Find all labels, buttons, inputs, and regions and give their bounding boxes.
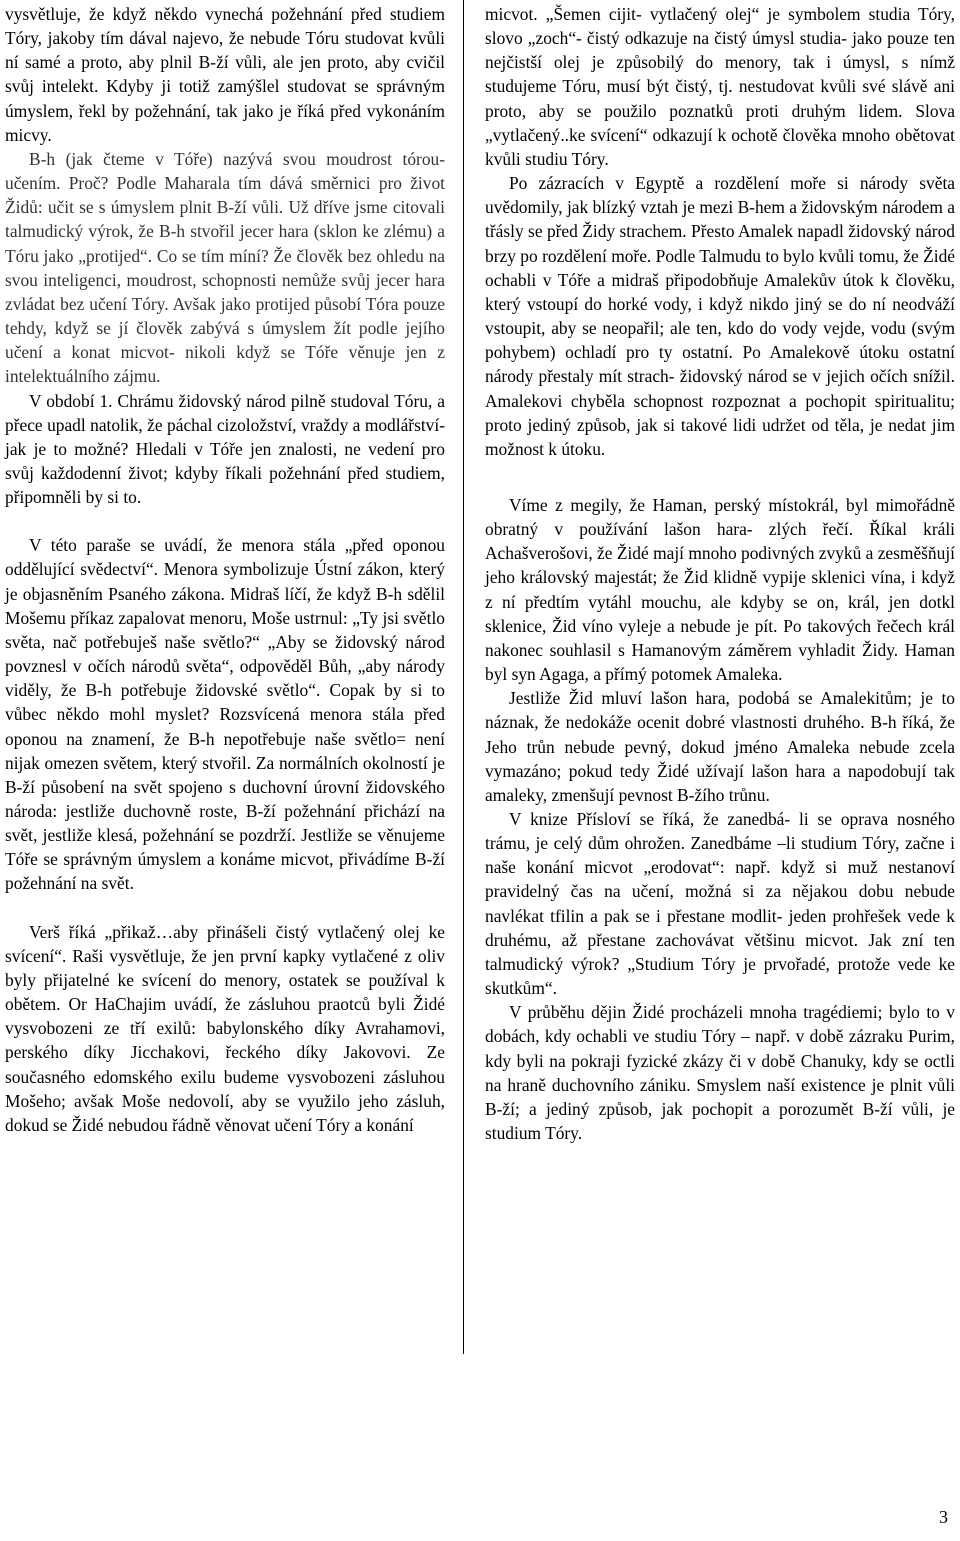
paragraph-gap [485, 461, 955, 493]
right-paragraph-5: V knize Přísloví se říká, že zanedbá- li se oprava nosného trámu, je celý dům ohrožen. Zanedbáme –li studium Tóry, začne i naše konání micvot „erodovat“: např. když si muž nestanoví pravidelný čas na učení, možná si za nějakou dobu nebude navlékat tfilin a pak se i přestane modlit- jeden prohřešek vede k druhému, až přestane zachovávat většinu micvot. Jak zní ten talmudický výrok? „Studium Tóry je prvořadé, protože vede ke skutkům“. [485, 809, 955, 999]
column-divider [463, 0, 464, 1354]
left-paragraph-3: V období 1. Chrámu židovský národ pilně studoval Tóru, a přece upadl natolik, že páchal cizoložství, vraždy a modlářství- jak je to možné? Hledali v Tóře jen znalosti, ne vedení pro svůj každodenní život; kdyby říkali požehnání před studiem, připomněli by si to. [5, 390, 445, 508]
left-paragraph-4: V této paraše se uvádí, že menora stála „před oponou oddělující svědectví“. Menora symbolizuje Ústní zákon, který je objasněním Psaného zákona. Midraš líčí, že když B-h sdělil Mošemu příkaz zapalovat menoru, Moše ustrnul: „Ty jsi světlo světa, nač potřebuješ naše světlo?“ „Aby se židovský národ povznesl v očích národů světa“, odpověděl Bůh, „aby národy viděly, že B-h potřebuje židovské světlo“. Copak by si to vůbec někdo mohl myslet? Rozsvícená menora stála před oponou na znamení, že B-h nepotřebuje naše světlo= není nijak omezen světem, který stvořil. Za normálních okolností je B-ží působení na svět spojeno s duchovní úrovní židovského národa: jestliže duchovně roste, B-ží požehnání přichází na svět, jestliže klesá, požehnání se pozdrží. Jestliže se věnujeme Tóře se správným úmyslem a konáme micvot, přivádíme B-ží požehnání na svět. [5, 535, 445, 894]
paragraph-gap [5, 509, 445, 533]
left-paragraph-5: Verš říká „přikaž…aby přinášeli čistý vytlačený olej ke svícení“. Raši vysvětluje, že jen první kapky vytlačené z oliv byly přijatelné ke svícení do menory, ostatek se používal k obětem. Or HaChajim uvádí, že zásluhou praotců byli Židé vysvobozeni ze tří exilů: babylonského díky Avrahamovi, perského díky Jicchakovi, řeckého díky Jakovovi. Ze současného edomského exilu budeme vysvobozeni zásluhou Mošeho; avšak Moše nedovolí, aby se využilo jeho zásluh, dokud se Židé nebudou řádně věnovat učení Tóry a konání [5, 921, 445, 1135]
right-column [485, 2, 955, 1145]
right-paragraph-1: micvot. „Šemen cijit- vytlačený olej“ je symbolem studia Tóry, slovo „zoch“- čistý odkazuje na čistý úmysl studia- jako pouze ten nejčistší olej je způsobilý do menory, tak i úmysl, s nímž studujeme Tóru, musí být čistý, tj. nestudovat kvůli své slávě ani proto, aby se použilo poznatků proti druhým lidem. Slova „vytlačený..ke svícení“ odkazují k ochotě člověka mnoho obětovat kvůli studiu Tóry. [485, 4, 955, 169]
right-paragraph-4: Jestliže Žid mluví lašon hara, podobá se Amalekitům; je to náznak, že nedokáže ocenit dobré vlastnosti druhého. B-h říká, že Jeho trůn nebude pevný, dokud jméno Amaleka nebude zcela vymazáno; pokud tedy Židé užívají lašon hara a napodobují tak amaleky, zmenšují pevnost B-žího trůnu. [485, 688, 955, 805]
paragraph-gap [5, 896, 445, 920]
right-paragraph-3: Víme z megily, že Haman, perský místokrál, byl mimořádně obratný v používání lašon hara- zlých řečí. Říkal králi Achašverošovi, že Židé mají mnoho podivných zvyků a zesměšňují jeho královský majestát; že Žid klidně vypije sklenici vína, i když z ní předtím vytáhl mouchu, ale kdyby se on, král, jen dotkl sklenice, Žid víno vyleje a nebude je pít. Po takových řečech král nakonec souhlasil s Hamanovým záměrem vyhladit Židy. Haman byl syn Agaga, a přímý potomek Amaleka. [485, 494, 955, 685]
page-number: 3 [939, 1507, 948, 1527]
left-paragraph-2: B-h (jak čteme v Tóře) nazývá svou moudrost tórou- učením. Proč? Podle Maharala tím dává směrnici pro život Židů: učit se s úmyslem plnit B-ží vůli. Už dříve jsme citovali talmudický výrok, že B-h stvořil jecer hara (sklon ke zlému) a Tóru jako „protijed“. Co se tím míní? Že člověk bez ohledu na svou inteligenci, moudrost, schopnosti nemůže svůj jecer hara zvládat bez učení Tóry. Avšak jako protijed působí Tóra pouze tehdy, když se jí člověk zabývá s úmyslem žít podle jejího učení a konat micvot- nikoli když se Tóře věnuje jen z intelektuálního zájmu. [5, 148, 445, 387]
right-paragraph-6: V průběhu dějin Židé procházeli mnoha tragédiemi; bylo to v dobách, kdy ochabli ve studiu Tóry – např. v době zázraku Purim, kdy byli na pokraji fyzické zkázy či v době Chanuky, kdy se octli na hraně duchovního zániku. Smyslem naší existence je plnit vůli B-ží; a jediný způsob, jak pochopit a porozumět B-ží vůli, je studium Tóry. [485, 1002, 955, 1144]
right-paragraph-2: Po zázracích v Egyptě a rozdělení moře si národy světa uvědomily, jak blízký vztah je mezi B-hem a židovským národem a třásly se před Židy strachem. Přesto Amalek napadl židovský národ brzy po rozdělení moře. Podle Talmudu to bylo kvůli tomu, že Židé ochabli v Tóře a midraš připodobňuje Amalekův útok k člověku, který vstoupí do horké vody, i když nikdo jiný se do ní neodváží vstoupit, aby se neopařil; ale ten, kdo do vody vejde, vodu (svým pohybem) ochladí pro ty ostatní. Po Amalekově útoku ostatní národy přestaly mít strach- židovský národ se v jejich očích snížil. Amalekovi chyběla schopnost rozpoznat a pochopit spiritualitu; proto jediný způsob, jak si takové lidi udržet od těla, je nedat jim možnost k útoku. [485, 173, 955, 459]
left-paragraph-1: vysvětluje, že když někdo vynechá požehnání před studiem Tóry, jakoby tím dával najevo, že nebude Tóru studovat kvůli ní samé a proto, aby plnil B-ží vůli, ale jen proto, aby cvičil svůj intelekt. Kdyby ji totiž zamýšlel studovat se správným úmyslem, řekl by požehnání, tak jako je říká před vykonáním micvy. [5, 4, 445, 145]
left-column [5, 2, 445, 1137]
